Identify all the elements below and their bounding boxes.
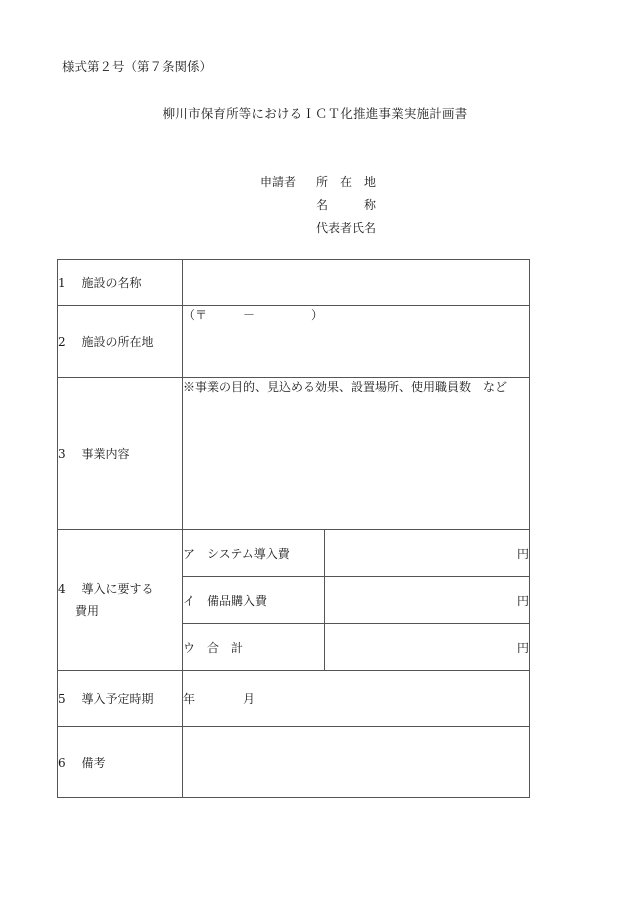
plan-form-table <box>57 259 530 798</box>
yen-unit: 円 <box>516 593 529 608</box>
row-business-content <box>58 378 530 530</box>
postal-dash: － <box>243 308 256 322</box>
cost-total-label: ウ 合 計 <box>183 624 325 671</box>
facility-address-field[interactable] <box>183 306 530 378</box>
schedule-label: 5 導入予定時期 <box>58 671 183 727</box>
cost-label-line2: 費用 <box>75 604 100 618</box>
row-cost-system <box>58 530 530 577</box>
applicant-name-label: 名 称 <box>316 198 377 212</box>
yen-unit: 円 <box>516 546 529 561</box>
schedule-field[interactable] <box>183 671 530 727</box>
remarks-label: 6 備考 <box>58 727 183 798</box>
year-label: 年 <box>183 692 196 706</box>
cost-total-field[interactable] <box>325 624 530 671</box>
cost-equipment-field[interactable] <box>325 577 530 624</box>
postal-open: （〒 <box>183 308 208 322</box>
remarks-field[interactable] <box>183 727 530 798</box>
month-label: 月 <box>243 692 256 706</box>
business-content-field[interactable] <box>183 378 530 530</box>
cost-label <box>58 530 183 671</box>
business-content-label: 3 事業内容 <box>58 378 183 530</box>
cost-label-line1: 4 導入に要する <box>58 582 154 596</box>
postal-close: ） <box>311 308 324 322</box>
facility-address-label: 2 施設の所在地 <box>58 306 183 378</box>
facility-name-label: 1 施設の名称 <box>58 260 183 306</box>
row-schedule <box>58 671 530 727</box>
row-remarks <box>58 727 530 798</box>
cost-system-label: ア システム導入費 <box>183 530 325 577</box>
cost-system-field[interactable] <box>325 530 530 577</box>
cost-equipment-label: イ 備品購入費 <box>183 577 325 624</box>
form-number: 様式第２号（第７条関係） <box>62 59 213 74</box>
row-facility-address <box>58 306 530 378</box>
applicant-address-label: 所 在 地 <box>316 175 377 189</box>
yen-unit: 円 <box>516 640 529 655</box>
applicant-label: 申請者 <box>260 175 297 189</box>
business-content-note: ※事業の目的、見込める効果、設置場所、使用職員数 など <box>183 380 508 394</box>
facility-name-field[interactable] <box>183 260 530 306</box>
document-title: 柳川市保育所等におけるＩＣＴ化推進事業実施計画書 <box>162 106 468 121</box>
applicant-representative-label: 代表者氏名 <box>316 221 377 235</box>
row-facility-name <box>58 260 530 306</box>
